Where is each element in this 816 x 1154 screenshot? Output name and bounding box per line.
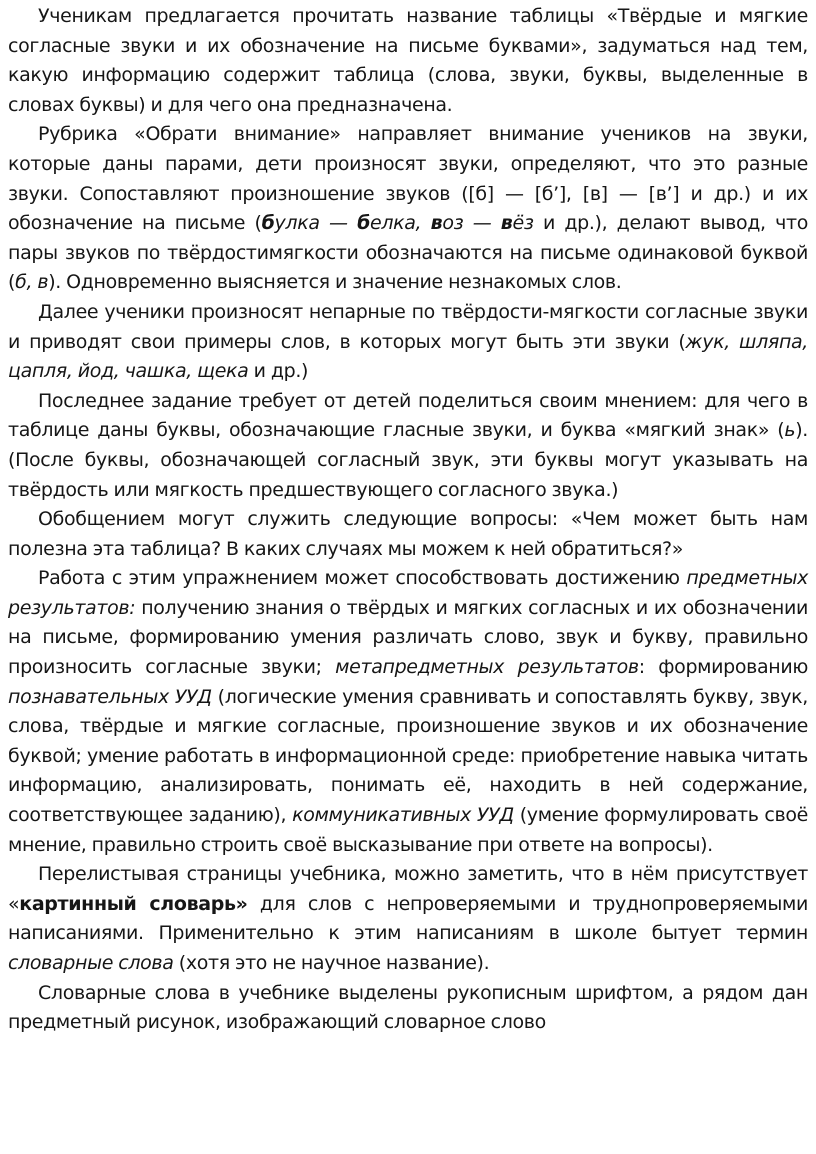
example-words: жук, шляпа, цапля, йод, чашка, щека: [8, 330, 808, 383]
text-run: получению знания о твёрдых и мягких согласных и их обозначении на письме, формированию умения различать слово, звук и букву, правильно произносить согласные звуки;: [8, 596, 808, 679]
example-word: улка —: [274, 212, 358, 235]
paragraph-dictionary-words: [8, 979, 808, 1038]
text-run: ). (После буквы, обозначающей согласный звук, эти буквы могут указывать на твёрдость или мягкость предшествующего согласного звука.): [8, 419, 808, 501]
text-run: (хотя это не научное название).: [173, 952, 490, 974]
text-run: Обобщением могут служить следующие вопросы: «Чем может быть нам полезна эта таблица? В каких случаях мы можем к ней обратиться?»: [8, 508, 808, 560]
term-metasubject-results: метапредметных результатов: [335, 656, 639, 679]
text-run: Работа с этим упражнением может способствовать достижению: [38, 567, 687, 590]
highlighted-letter: в: [500, 212, 513, 235]
example-word: ёз: [512, 212, 534, 235]
term-communicative-uud: коммуникативных УУД: [292, 804, 514, 827]
term-picture-dictionary: картинный словарь»: [19, 892, 248, 915]
example-letters: б, в: [15, 271, 49, 294]
paragraph-picture-dictionary: [8, 860, 808, 978]
text-run: ). Одновременно выясняется и значение незнакомых слов.: [48, 271, 622, 294]
text-run: Словарные слова в учебнике выделены рукописным шрифтом, а рядом дан предметный рисунок, изображающий словарное слово: [8, 981, 808, 1034]
text-run: Далее ученики произносят непарные по твёрдости-мягкости согласные звуки и приводят свои примеры слов, в которых могут быть эти звуки (: [8, 300, 808, 353]
highlighted-letter: б: [357, 212, 370, 235]
paragraph-table-title: [8, 2, 808, 120]
paragraph-generalization: [8, 505, 808, 564]
term-cognitive-uud: познавательных УУД: [8, 685, 212, 708]
text-run: и др.): [248, 360, 309, 383]
text-run: : формированию: [638, 656, 808, 679]
paragraph-learning-outcomes: [8, 564, 808, 860]
example-word: оз —: [442, 212, 501, 235]
paragraph-last-task: [8, 387, 808, 505]
paragraph-unpaired-consonants: [8, 298, 808, 387]
text-run: Перелистывая страницы учебника, можно заметить, что в нём присутствует «: [8, 863, 808, 915]
text-run: и др.), делают вывод, что пары звуков по твёрдостимягкости обозначаются на письме одинаковой буквой (: [8, 212, 809, 294]
text-run: (умение формулировать своё мнение, правильно строить своё высказывание при ответе на вопросы).: [8, 804, 808, 856]
soft-sign-letter: ь: [784, 419, 796, 442]
term-subject-results: предметных результатов:: [8, 567, 808, 619]
text-run: Последнее задание требует от детей поделиться своим мнением: для чего в таблице даны буквы, обозначающие гласные звуки, и буква «мягкий знак» (: [8, 389, 808, 442]
text-run: (логические умения сравнивать и сопоставлять букву, звук, слова, твёрдые и мягкие согласные, произношение звуков и их обозначение буквой; умение работать в информационной среде: приобретение навыка читать информацию, анализировать, понимать её, находить в ней содержание, соответствующее заданию),: [8, 685, 808, 827]
text-run: для слов с непроверяемыми и труднопроверяемыми написаниями. Применительно к этим написаниям в школе бытует термин: [8, 892, 808, 945]
text-run: Рубрика «Обрати внимание» направляет внимание учеников на звуки, которые даны парами, дети произносят звуки, определяют, что это разные звуки. Сопоставляют произношение звуков ([б] — [б’], [в] — [в’] и др.) и их обозначение на письме (: [8, 123, 808, 235]
example-word: елка,: [370, 212, 431, 235]
highlighted-letter: в: [430, 212, 443, 235]
paragraph-attention-rubric: [8, 120, 808, 298]
term-dictionary-words: словарные слова: [8, 952, 174, 974]
highlighted-letter: б: [261, 212, 275, 235]
text-run: Ученикам предлагается прочитать название таблицы «Твёрдые и мягкие согласные звуки и их обозначение на письме буквами», задуматься над тем, какую информацию содержит таблица (слова, звуки, буквы, выделенные в словах буквы) и для чего она предназначена.: [8, 5, 808, 116]
